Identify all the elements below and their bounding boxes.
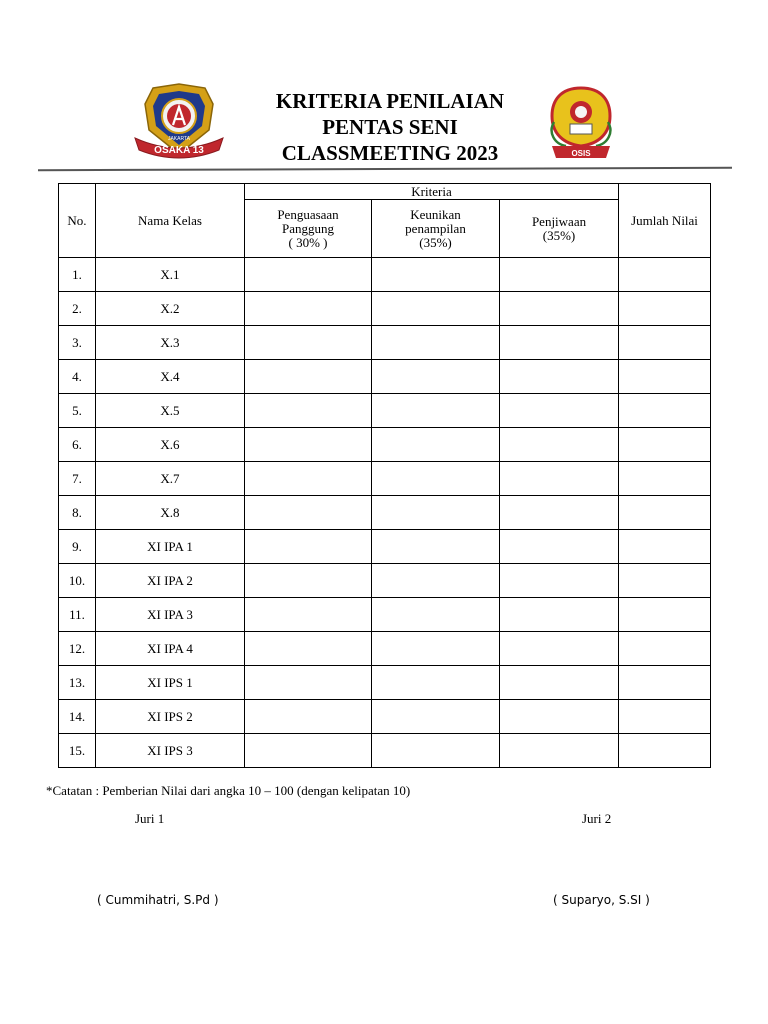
score-jumlah-cell[interactable] [619, 326, 711, 360]
score-penguasaan-cell[interactable] [245, 700, 372, 734]
row-number: 3. [59, 326, 96, 360]
score-penjiwaan-cell[interactable] [500, 700, 619, 734]
score-penjiwaan-cell[interactable] [500, 666, 619, 700]
row-number: 15. [59, 734, 96, 768]
class-name: XI IPA 3 [96, 598, 245, 632]
class-name: X.5 [96, 394, 245, 428]
score-penjiwaan-cell[interactable] [500, 530, 619, 564]
score-penguasaan-cell[interactable] [245, 360, 372, 394]
osis-emblem-icon [546, 86, 616, 160]
juri-1-label: Juri 1 [135, 811, 165, 826]
score-jumlah-cell[interactable] [619, 632, 711, 666]
score-keunikan-cell[interactable] [372, 258, 500, 292]
score-penjiwaan-cell[interactable] [500, 734, 619, 768]
score-penguasaan-cell[interactable] [245, 632, 372, 666]
score-penjiwaan-cell[interactable] [500, 428, 619, 462]
class-name: XI IPA 2 [96, 564, 245, 598]
title-line-1: KRITERIA PENILAIAN [275, 89, 505, 113]
class-name: XI IPS 2 [96, 700, 245, 734]
score-penguasaan-cell[interactable] [245, 734, 372, 768]
score-jumlah-cell[interactable] [619, 530, 711, 564]
score-keunikan-cell[interactable] [372, 700, 500, 734]
row-number: 4. [59, 360, 96, 394]
title-line-2: PENTAS SENI [322, 115, 458, 139]
class-name: XI IPS 1 [96, 666, 245, 700]
criterion-weight: (35%) [419, 234, 452, 250]
document-title [230, 88, 550, 166]
row-number: 6. [59, 428, 96, 462]
class-name: X.8 [96, 496, 245, 530]
score-jumlah-cell[interactable] [619, 360, 711, 394]
criterion-weight: ( 30% ) [288, 234, 328, 250]
score-penjiwaan-cell[interactable] [500, 360, 619, 394]
score-penguasaan-cell[interactable] [245, 428, 372, 462]
class-name: XI IPA 1 [96, 530, 245, 564]
table-row [59, 428, 711, 462]
header-keunikan-penampilan [372, 200, 500, 258]
header-divider [38, 167, 732, 171]
score-jumlah-cell[interactable] [619, 496, 711, 530]
crest-ribbon-text: OSAKA 13 [154, 145, 204, 156]
class-name: X.7 [96, 462, 245, 496]
score-penguasaan-cell[interactable] [245, 666, 372, 700]
criterion-line: Panggung [282, 220, 334, 236]
row-number: 14. [59, 700, 96, 734]
score-keunikan-cell[interactable] [372, 564, 500, 598]
score-jumlah-cell[interactable] [619, 258, 711, 292]
table-row [59, 360, 711, 394]
score-keunikan-cell[interactable] [372, 326, 500, 360]
table-row [59, 564, 711, 598]
row-number: 12. [59, 632, 96, 666]
header-nama-kelas: Nama Kelas [96, 184, 245, 258]
score-jumlah-cell[interactable] [619, 734, 711, 768]
class-name: XI IPS 3 [96, 734, 245, 768]
row-number: 2. [59, 292, 96, 326]
header-penjiwaan [500, 200, 619, 258]
score-keunikan-cell[interactable] [372, 632, 500, 666]
row-number: 5. [59, 394, 96, 428]
score-penjiwaan-cell[interactable] [500, 598, 619, 632]
table-row [59, 530, 711, 564]
row-number: 7. [59, 462, 96, 496]
table-row [59, 496, 711, 530]
score-keunikan-cell[interactable] [372, 734, 500, 768]
score-penguasaan-cell[interactable] [245, 496, 372, 530]
juri-2-label: Juri 2 [582, 811, 612, 826]
class-name: X.1 [96, 258, 245, 292]
criterion-line: Penjiwaan [531, 213, 587, 229]
class-name: X.2 [96, 292, 245, 326]
criterion-line: Keunikan [410, 206, 461, 222]
header-no: No. [59, 184, 96, 258]
class-name: XI IPA 4 [96, 632, 245, 666]
score-penjiwaan-cell[interactable] [500, 258, 619, 292]
class-name: X.6 [96, 428, 245, 462]
table-row [59, 326, 711, 360]
table-row [59, 462, 711, 496]
row-number: 13. [59, 666, 96, 700]
score-penguasaan-cell[interactable] [245, 394, 372, 428]
table-row [59, 394, 711, 428]
row-number: 9. [59, 530, 96, 564]
school-crest-logo [133, 82, 225, 162]
header-penguasaan-panggung [245, 200, 372, 258]
score-penjiwaan-cell[interactable] [500, 564, 619, 598]
row-number: 10. [59, 564, 96, 598]
score-jumlah-cell[interactable] [619, 564, 711, 598]
table-row [59, 666, 711, 700]
score-jumlah-cell[interactable] [619, 598, 711, 632]
score-penjiwaan-cell[interactable] [500, 462, 619, 496]
table-body [59, 258, 711, 768]
score-keunikan-cell[interactable] [372, 598, 500, 632]
score-penjiwaan-cell[interactable] [500, 394, 619, 428]
score-keunikan-cell[interactable] [372, 462, 500, 496]
score-keunikan-cell[interactable] [372, 394, 500, 428]
scoring-note: *Catatan : Pemberian Nilai dari angka 10 – 100 (dengan kelipatan 10) [46, 783, 411, 798]
score-jumlah-cell[interactable] [619, 292, 711, 326]
table-row [59, 292, 711, 326]
score-keunikan-cell[interactable] [372, 360, 500, 394]
crest-arc-text: JAKARTA [167, 136, 191, 142]
score-keunikan-cell[interactable] [372, 292, 500, 326]
class-name: X.3 [96, 326, 245, 360]
table-row [59, 632, 711, 666]
score-keunikan-cell[interactable] [372, 530, 500, 564]
score-jumlah-cell[interactable] [619, 462, 711, 496]
score-penguasaan-cell[interactable] [245, 258, 372, 292]
score-jumlah-cell[interactable] [619, 700, 711, 734]
score-penjiwaan-cell[interactable] [500, 292, 619, 326]
score-jumlah-cell[interactable] [619, 666, 711, 700]
score-penguasaan-cell[interactable] [245, 292, 372, 326]
score-penguasaan-cell[interactable] [245, 462, 372, 496]
score-penjiwaan-cell[interactable] [500, 326, 619, 360]
table-row [59, 734, 711, 768]
class-name: X.4 [96, 360, 245, 394]
osis-logo [546, 86, 616, 160]
score-penguasaan-cell[interactable] [245, 598, 372, 632]
score-keunikan-cell[interactable] [372, 666, 500, 700]
criterion-line: Penguasaan [277, 206, 339, 222]
table-row [59, 598, 711, 632]
score-jumlah-cell[interactable] [619, 428, 711, 462]
header-kriteria: Kriteria [245, 184, 619, 200]
juri-1-name: ( Cummihatri, S.Pd ) [97, 893, 219, 907]
score-jumlah-cell[interactable] [619, 394, 711, 428]
title-line-3: CLASSMEETING 2023 [281, 141, 499, 165]
table-row [59, 700, 711, 734]
scoring-table [58, 183, 711, 768]
row-number: 11. [59, 598, 96, 632]
osis-ribbon-text: OSIS [571, 149, 591, 158]
header-row-1 [59, 184, 711, 200]
row-number: 1. [59, 258, 96, 292]
score-keunikan-cell[interactable] [372, 428, 500, 462]
score-keunikan-cell[interactable] [372, 496, 500, 530]
table-row [59, 258, 711, 292]
score-penjiwaan-cell[interactable] [500, 632, 619, 666]
header-jumlah-nilai: Jumlah Nilai [619, 184, 711, 258]
criterion-line: penampilan [405, 220, 466, 236]
score-penguasaan-cell[interactable] [245, 564, 372, 598]
row-number: 8. [59, 496, 96, 530]
score-penguasaan-cell[interactable] [245, 326, 372, 360]
score-penguasaan-cell[interactable] [245, 530, 372, 564]
juri-2-name: ( Suparyo, S.SI ) [553, 893, 650, 907]
criterion-weight: (35%) [542, 227, 576, 243]
score-penjiwaan-cell[interactable] [500, 496, 619, 530]
school-crest-icon [133, 82, 225, 162]
